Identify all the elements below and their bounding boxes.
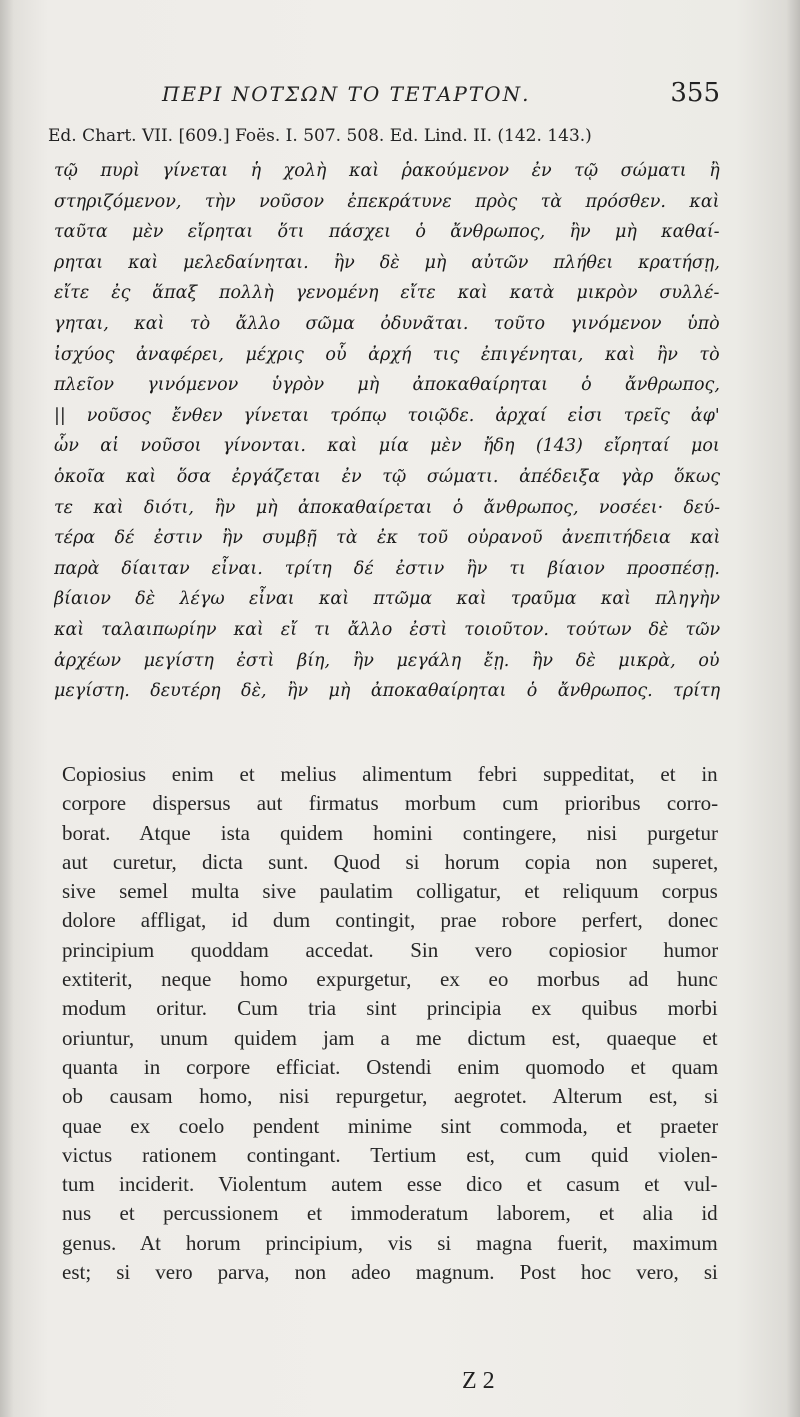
latin-line: sive semel multa sive paulatim colligatur, et reliquum corpus — [62, 879, 718, 904]
greek-line: εἴτε ἐς ἅπαξ πολλὴ γενομένη εἴτε καὶ κατὰ μικρὸν συλλέ- — [54, 283, 720, 304]
greek-line: μεγίστη. δευτέρη δὲ, ἢν μὴ ἀποκαθαίρηται ὁ ἄνθρωπος. τρίτη — [54, 681, 720, 702]
greek-line: || νοῦσος ἔνθεν γίνεται τρόπῳ τοιῷδε. ἀρχαί εἰσι τρεῖς ἀφ' — [54, 405, 720, 426]
greek-line: πλεῖον γινόμενον ὑγρὸν μὴ ἀποκαθαίρηται ὁ ἄνθρωπος, — [54, 375, 720, 396]
greek-line: γηται, καὶ τὸ ἄλλο σῶμα ὀδυνᾶται. τοῦτο γινόμενον ὑπὸ — [54, 313, 720, 334]
latin-line: principium quoddam accedat. Sin vero copiosior humor — [62, 937, 718, 962]
latin-translation-block — [62, 760, 718, 1287]
latin-line: genus. At horum principium, vis si magna fuerit, maximum — [62, 1230, 718, 1255]
greek-text-block — [54, 156, 720, 707]
greek-line: ὁκοῖα καὶ ὅσα ἐργάζεται ἐν τῷ σώματι. ἀπέδειξα γὰρ ὅκως — [54, 466, 720, 487]
latin-line: dolore affligat, id dum contingit, prae robore perfert, donec — [62, 908, 718, 933]
latin-line: tum inciderit. Violentum autem esse dico et casum et vul- — [62, 1172, 718, 1197]
greek-line: ταῦτα μὲν εἴρηται ὅτι πάσχει ὁ ἄνθρωπος, ἢν μὴ καθαί- — [54, 222, 720, 243]
latin-line: quae ex coelo pendent minime sint commoda, et praeter — [62, 1113, 718, 1138]
page-edge-shadow-left — [0, 0, 14, 1417]
greek-line: ἰσχύος ἀναφέρει, μέχρις οὗ ἀρχή τις ἐπιγένηται, καὶ ἢν τὸ — [54, 344, 720, 365]
greek-line: βίαιον δὲ λέγω εἶναι καὶ πτῶμα καὶ τραῦμα καὶ πληγὴν — [54, 589, 720, 610]
greek-line: τῷ πυρὶ γίνεται ἡ χολὴ καὶ ῥακούμενον ἐν τῷ σώματι ἢ — [54, 161, 720, 181]
running-title: ΠΕΡΙ ΝΟΤΣΩΝ ΤΟ ΤΕΤΑΡΤΟΝ. — [162, 82, 531, 106]
latin-line: oriuntur, unum quidem jam a me dictum est, quaeque et — [62, 1025, 718, 1050]
latin-line: corpore dispersus aut firmatus morbum cum prioribus corro- — [62, 791, 718, 816]
latin-line: Copiosius enim et melius alimentum febri suppeditat, et in — [62, 762, 718, 786]
greek-line: ἀρχέων μεγίστη ἐστὶ βίη, ἢν μεγάλη ἔῃ. ἢν δὲ μικρὰ, οὐ — [54, 650, 720, 671]
signature-mark: Z 2 — [462, 1368, 495, 1394]
page-edge-shadow-right — [786, 0, 800, 1417]
latin-line: victus rationem contingant. Tertium est, cum quid violen- — [62, 1142, 718, 1167]
latin-line: extiterit, neque homo expurgetur, ex eo morbus ad hunc — [62, 967, 718, 992]
page-header — [140, 78, 720, 118]
latin-line: quanta in corpore efficiat. Ostendi enim quomodo et quam — [62, 1054, 718, 1079]
latin-line: ob causam homo, nisi repurgetur, aegrotet. Alterum est, si — [62, 1084, 718, 1109]
greek-line: παρὰ δίαιταν εἶναι. τρίτη δέ ἐστιν ἢν τι βίαιον προσπέσῃ. — [54, 558, 720, 579]
latin-line: nus et percussionem et immoderatum laborem, et alia id — [62, 1201, 718, 1226]
greek-line: καὶ ταλαιπωρίην καὶ εἴ τι ἄλλο ἐστὶ τοιοῦτον. τούτων δὲ τῶν — [54, 619, 720, 640]
page-number: 355 — [670, 78, 720, 108]
edition-references: Ed. Chart. VII. [609.] Foës. I. 507. 508. Ed. Lind. II. (142. 143.) — [48, 126, 592, 146]
latin-line: aut curetur, dicta sunt. Quod si horum copia non superet, — [62, 849, 718, 874]
greek-line: ρηται καὶ μελεδαίνηται. ἢν δὲ μὴ αὐτῶν πλήθει κρατήσῃ, — [54, 252, 720, 273]
latin-line: borat. Atque ista quidem homini contingere, nisi purgetur — [62, 820, 718, 845]
latin-line: modum oritur. Cum tria sint principia ex quibus morbi — [62, 996, 718, 1021]
latin-line: est; si vero parva, non adeo magnum. Post hoc vero, si — [62, 1260, 718, 1285]
greek-line: τέρα δέ ἐστιν ἢν συμβῇ τὰ ἐκ τοῦ οὐρανοῦ ἀνεπιτήδεια καὶ — [54, 528, 720, 549]
greek-line: στηριζόμενον, τὴν νοῦσον ἐπεκράτυνε πρὸς τὰ πρόσθεν. καὶ — [54, 191, 720, 212]
greek-line: τε καὶ διότι, ἢν μὴ ἀποκαθαίρεται ὁ ἄνθρωπος, νοσέει· δεύ- — [54, 497, 720, 518]
greek-line: ὧν αἱ νοῦσοι γίνονται. καὶ μία μὲν ἤδη (143) εἴρηταί μοι — [54, 436, 720, 457]
